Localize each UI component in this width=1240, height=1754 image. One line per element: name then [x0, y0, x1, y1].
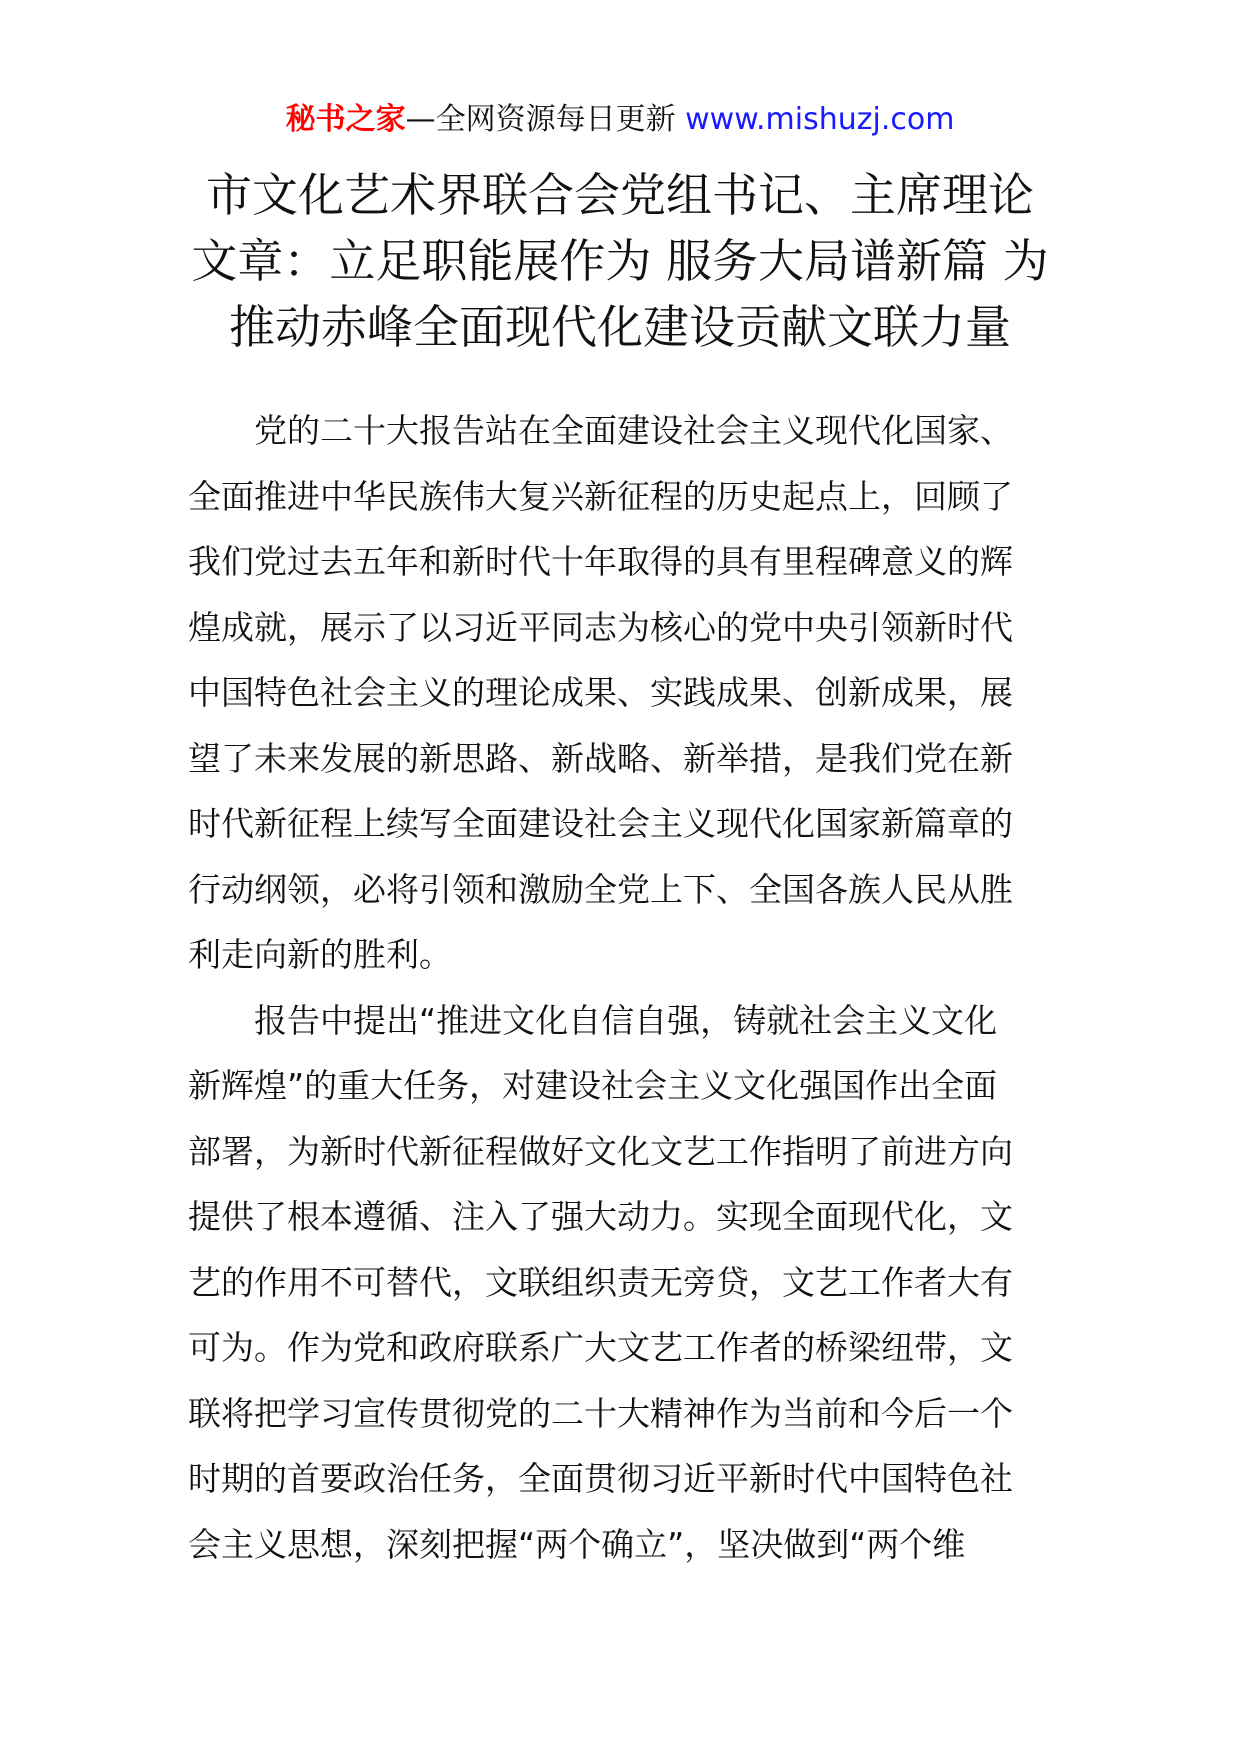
- paragraph-line: 报告中提出“推进文化自信自强，铸就社会主义文化: [254, 1000, 998, 1040]
- paragraph-line: 部署，为新时代新征程做好文化文艺工作指明了前进方向: [188, 1131, 1013, 1171]
- paragraph-line: 中国特色社会主义的理论成果、实践成果、创新成果，展: [188, 673, 1013, 712]
- paragraph-line: 党的二十大报告站在全面建设社会主义现代化国家、: [254, 411, 1013, 450]
- title-line: 市文化艺术界联合会党组书记、主席理论: [206, 168, 1034, 222]
- paragraph-line: 新辉煌”的重大任务，对建设社会主义文化强国作出全面: [188, 1066, 998, 1105]
- paragraph-2: [188, 988, 1058, 1578]
- paragraph-line: 全面推进中华民族伟大复兴新征程的历史起点上，回顾了: [188, 476, 1013, 516]
- paragraph-line: 会主义思想，深刻把握“两个确立”，坚决做到“两个维: [188, 1524, 966, 1564]
- brand-name: 秘书之家: [285, 102, 406, 137]
- paragraph-line: 联将把学习宣传贯彻党的二十大精神作为当前和今后一个: [188, 1393, 1013, 1433]
- paragraph-1: [188, 398, 1058, 988]
- paragraph-line: 时期的首要政治任务，全面贯彻习近平新时代中国特色社: [188, 1459, 1013, 1498]
- paragraph-line: 时代新征程上续写全面建设社会主义现代化国家新篇章的: [188, 804, 1013, 843]
- paragraph-line: 望了未来发展的新思路、新战略、新举措，是我们党在新: [188, 738, 1013, 778]
- site-url-link[interactable]: www.mishuzj.com: [685, 102, 955, 137]
- header-tagline: —全网资源每日更新: [405, 102, 686, 137]
- title-line: 文章：立足职能展作为 服务大局谱新篇 为: [191, 234, 1049, 288]
- paragraph-line: 我们党过去五年和新时代十年取得的具有里程碑意义的辉: [188, 542, 1013, 581]
- paragraph-line: 提供了根本遵循、注入了强大动力。实现全面现代化，文: [188, 1197, 1013, 1236]
- paragraph-line: 煌成就，展示了以习近平同志为核心的党中央引领新时代: [188, 607, 1013, 647]
- paragraph-line: 可为。作为党和政府联系广大文艺工作者的桥梁纽带，文: [188, 1328, 1013, 1367]
- document-title: [150, 162, 1090, 360]
- paragraph-line: 行动纲领，必将引领和激励全党上下、全国各族人民从胜: [188, 869, 1013, 909]
- site-header: [0, 100, 1240, 140]
- paragraph-line: 艺的作用不可替代，文联组织责无旁贷，文艺工作者大有: [188, 1262, 1013, 1302]
- title-line: 推动赤峰全面现代化建设贡献文联力量: [229, 300, 1011, 354]
- document-body: [188, 398, 1058, 1577]
- paragraph-line: 利走向新的胜利。: [188, 935, 452, 974]
